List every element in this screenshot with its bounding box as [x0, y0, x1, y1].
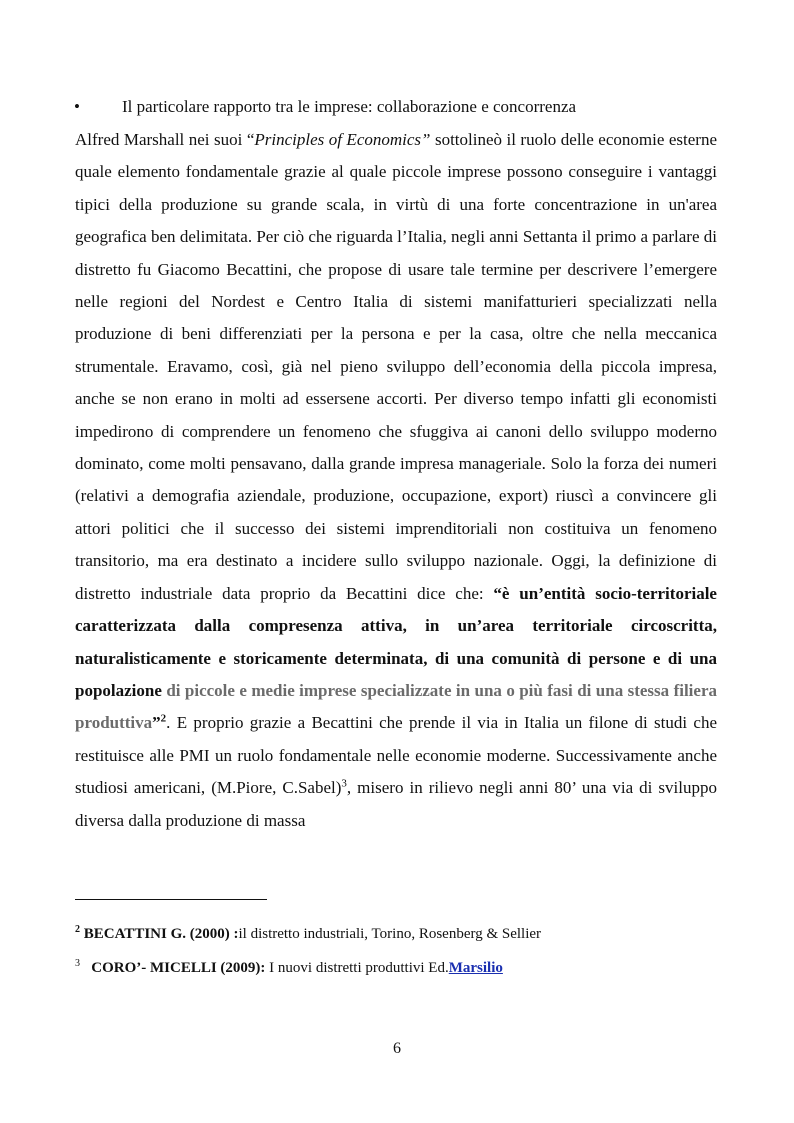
footnote-divider [75, 899, 267, 900]
footnote-text: I nuovi distretti produttivi Ed. [265, 960, 449, 976]
page-number: 6 [393, 1040, 401, 1057]
footnote-ref-3: 3 [341, 777, 347, 790]
paragraph-text: . E proprio grazie a Becattini che prende il via in Italia un filone di studi che restituisce alle PMI un ruolo fondamentale nelle economie moderne. Successivamente anche studiosi americani, (M.Piore, C.Sabel) [75, 713, 717, 798]
bullet-heading-text: Il particolare rapporto tra le imprese: collaborazione e concorrenza [122, 97, 577, 116]
footnote-author: CORO’- MICELLI (2009): [91, 960, 266, 976]
body-paragraph [75, 124, 717, 837]
definition-quote-end: ” [152, 713, 161, 733]
footnote-3 [75, 958, 503, 978]
definition-quote: “è un’entità socio-territoriale caratterizzata dalla compresenza attiva, in un’area territoriale circoscritta, naturalisticamente e storicamente determinata, di una comunità di persone e di una popolazione [75, 583, 717, 700]
definition-quote-highlight: di piccole e medie imprese specializzate in una o più fasi di una stessa filiera produttiva [75, 680, 717, 733]
book-title: Principles of Economics” [254, 130, 431, 149]
footnote-2 [75, 924, 541, 944]
footnote-ref-2: 2 [160, 712, 167, 725]
publisher-link[interactable]: Marsilio [448, 960, 503, 976]
footnote-number: 3 [75, 958, 80, 969]
footnote-author: BECATTINI G. (2000) : [83, 926, 239, 942]
footnote-text: il distretto industriali, Torino, Rosenberg & Sellier [238, 926, 542, 942]
paragraph-text: sottolineò il ruolo delle economie esterne quale elemento fondamentale grazie al quale piccole imprese possono conseguire i vantaggi tipici della produzione su grande scala, in virtù di una forte concentrazione in un'area geografica ben delimitata. Per ciò che riguarda l’Italia, negli anni Settanta il primo a parlare di distretto fu Giacomo Becattini, che propose di usare tale termine per descrivere l’emergere nelle regioni del Nordest e Centro Italia di sistemi manifatturieri specializzati nella produzione di beni differenziati per la persona e per la casa, oltre che nella meccanica strumentale. Eravamo, così, già nel pieno sviluppo dell’economia della piccola impresa, anche se non erano in molti ad essersene accorti. Per diverso tempo infatti gli economisti impedirono di comprendere un fenomeno che sfuggiva ai canoni dello sviluppo moderno dominato, come molti pensavano, dalla grande impresa manageriale. Solo la forza dei numeri (relativi a demografia aziendale, produzione, occupazione, export) riuscì a convincere gli attori politici che il successo dei sistemi imprenditoriali non costituiva un fenomeno transitorio, ma era destinato a incidere sullo sviluppo nazionale. Oggi, la definizione di distretto industriale data proprio da Becattini dice che: [75, 130, 717, 603]
bullet-icon: • [74, 97, 80, 116]
footnote-number: 2 [75, 924, 80, 935]
paragraph-text: , misero in rilievo negli anni 80’ una via di sviluppo diversa dalla produzione di massa [75, 778, 717, 830]
paragraph-text: Alfred Marshall nei suoi “ [75, 130, 255, 149]
